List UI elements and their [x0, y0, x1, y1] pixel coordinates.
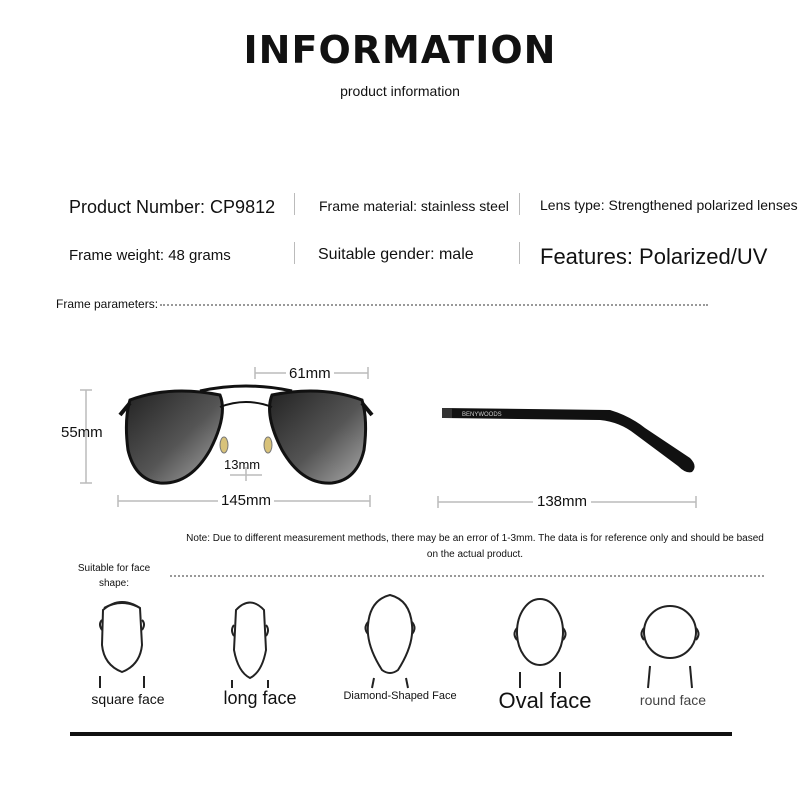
measurement-note: Note: Due to different measurement methods, there may be an error of 1-3mm. The data is for reference only and should be based on the actual product.: [186, 533, 764, 560]
temple-length-label: 138mm: [533, 493, 591, 510]
features: Features: Polarized/UV: [540, 244, 768, 269]
bottom-rule: [70, 732, 732, 736]
nose-pad-right: [264, 437, 272, 453]
temple-brand: BENYWOODS: [462, 412, 502, 418]
page-title: INFORMATION: [243, 28, 557, 72]
face-label-long: long face: [223, 688, 297, 708]
dotted-line: [170, 575, 764, 577]
lens-width-label: 61mm: [286, 365, 334, 382]
square-face-icon: [100, 602, 144, 688]
face-shapes-diagram: [0, 590, 800, 690]
frame-material: Frame material: stainless steel: [319, 198, 509, 214]
frame-width-label: 145mm: [218, 492, 274, 509]
long-face-icon: [232, 603, 268, 689]
left-lens: [126, 391, 222, 483]
page-subtitle: product information: [340, 83, 460, 99]
divider: [294, 193, 295, 215]
oval-face-icon: [515, 599, 566, 688]
lens-height-label: 55mm: [61, 424, 103, 441]
top-bridge: [200, 386, 292, 391]
nose-bridge: [220, 402, 272, 407]
face-label-round: round face: [639, 692, 707, 708]
divider: [294, 242, 295, 264]
product-number: Product Number: CP9812: [69, 197, 276, 217]
face-shape-label: Suitable for face shape:: [77, 563, 151, 589]
divider: [519, 242, 520, 264]
suitable-gender: Suitable gender: male: [318, 246, 474, 263]
right-lens: [270, 391, 366, 483]
divider: [519, 193, 520, 215]
diamond-face-icon: [366, 595, 415, 688]
frame-weight: Frame weight: 48 grams: [69, 247, 231, 264]
dotted-line: [160, 304, 708, 306]
nose-pad-left: [220, 437, 228, 453]
face-label-diamond: Diamond-Shaped Face: [343, 690, 457, 702]
bridge-label: 13mm: [224, 457, 261, 472]
face-label-oval: Oval face: [498, 688, 592, 713]
round-face-icon: [642, 606, 699, 688]
frame-parameters-label: Frame parameters:: [56, 297, 159, 311]
lens-type: Lens type: Strengthened polarized lenses: [540, 197, 798, 213]
face-label-square: square face: [91, 691, 165, 707]
